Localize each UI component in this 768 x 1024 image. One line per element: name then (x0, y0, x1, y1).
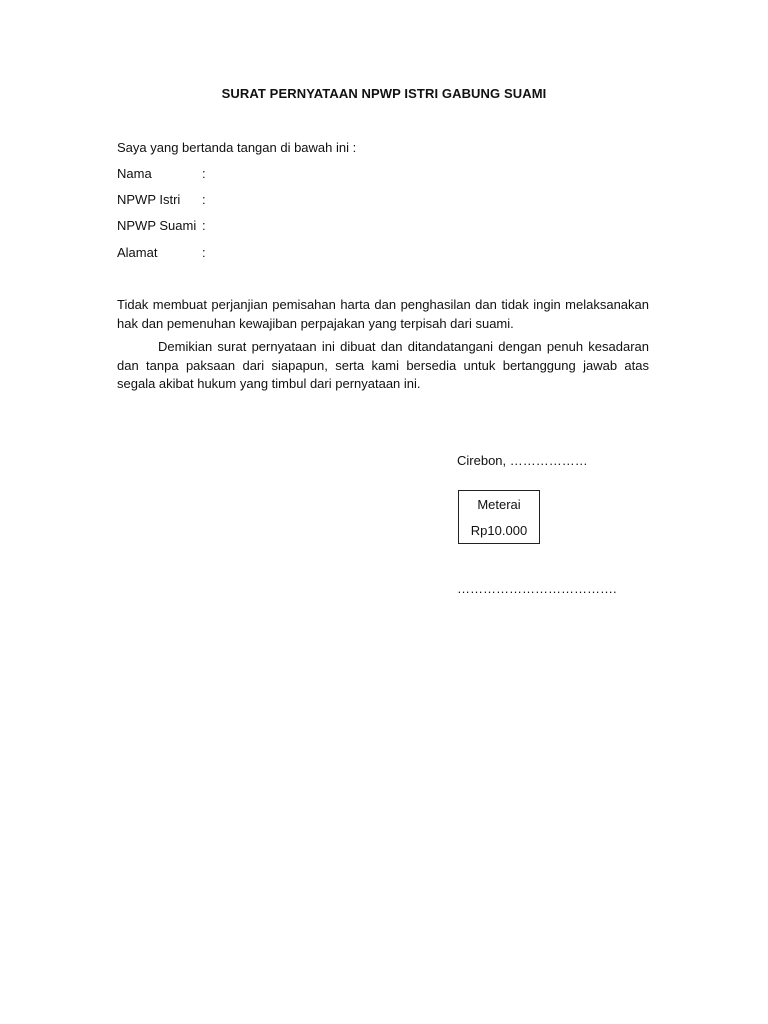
field-row-npwp-istri (117, 191, 206, 209)
field-colon: : (202, 192, 206, 207)
signature-line: ………………………………. (457, 581, 617, 596)
intro-text: Saya yang bertanda tangan di bawah ini : (117, 140, 357, 155)
field-colon: : (202, 218, 206, 233)
field-colon: : (202, 166, 206, 181)
meterai-label: Meterai (477, 497, 521, 512)
field-label-npwp-istri: NPWP Istri (117, 192, 181, 207)
meterai-stamp-box (458, 490, 540, 544)
field-row-alamat (117, 244, 206, 262)
field-row-nama (117, 165, 206, 183)
field-label-nama: Nama (117, 166, 152, 181)
meterai-value: Rp10.000 (470, 523, 528, 538)
field-colon: : (202, 245, 206, 260)
document-title: SURAT PERNYATAAN NPWP ISTRI GABUNG SUAMI (221, 86, 547, 101)
closing-paragraph: Demikian surat pernyataan ini dibuat dan ditandatangani dengan penuh kesadaran dan tanpa paksaan dari siapapun, serta kami bersedia untuk bertanggung jawab atas segala akibat hukum yang timbul dari pernyataan ini. (117, 339, 649, 391)
field-row-npwp-suami (117, 217, 206, 235)
place-date: Cirebon, ……………… (457, 453, 588, 468)
field-label-alamat: Alamat (117, 245, 158, 260)
field-label-npwp-suami: NPWP Suami (117, 218, 197, 233)
statement-paragraph: Tidak membuat perjanjian pemisahan harta dan penghasilan dan tidak ingin melaksanakan hak dan pemenuhan kewajiban perpajakan yang terpisah dari suami. (117, 297, 649, 331)
